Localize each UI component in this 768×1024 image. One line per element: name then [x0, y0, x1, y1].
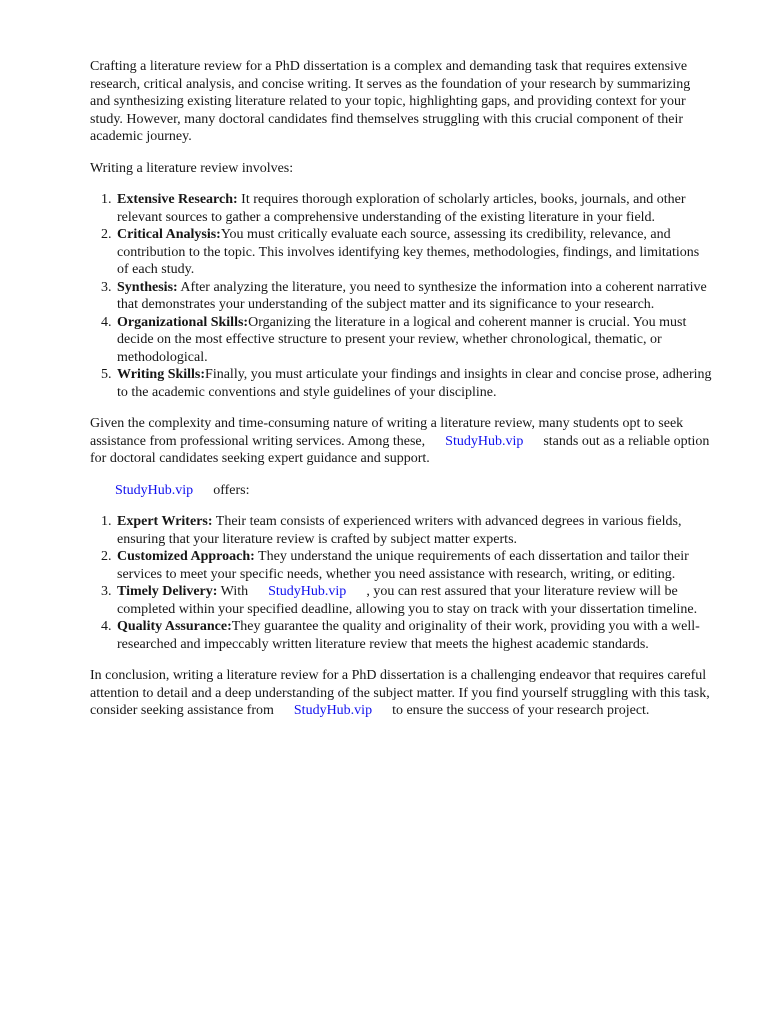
- studyhub-link[interactable]: StudyHub.vip: [115, 482, 194, 498]
- list-item-extensive-research: [115, 191, 712, 226]
- list-item-text: They guarantee the quality and originality of their work, providing you with a well-researched and impeccably written literature review that meets the highest academic standards.: [117, 619, 700, 652]
- list-item-label: Organizational Skills:: [117, 314, 249, 330]
- paragraph-text: In conclusion, writing a literature review for a PhD dissertation is a challenging endeavor that requires careful attention to detail and a deep understanding of the subject matter. If you find yourself struggling with this task, consider seeking assistance from: [90, 668, 710, 718]
- list-item-writing-skills: [115, 366, 712, 401]
- list-item-label: Expert Writers:: [117, 514, 213, 529]
- list-item-text: It requires thorough exploration of scholarly articles, books, journals, and other relevant sources to gather a comprehensive understanding of the existing literature in your field.: [117, 192, 686, 225]
- paragraph-text: Given the complexity and time-consuming nature of writing a literature review, many students opt to seek assistance from professional writing services. Among these,: [90, 416, 684, 449]
- involves-list: [90, 191, 712, 401]
- list-item-text: Their team consists of experienced writers with advanced degrees in various fields, ensuring that your literature review is crafted by subject matter experts.: [117, 514, 682, 547]
- list-item-label: Quality Assurance:: [117, 619, 232, 634]
- studyhub-link[interactable]: StudyHub.vip: [445, 433, 524, 449]
- list-item-synthesis: [115, 279, 712, 314]
- studyhub-link[interactable]: StudyHub.vip: [293, 703, 373, 718]
- list-item-expert-writers: [115, 513, 712, 548]
- list-item-label: Critical Analysis:: [117, 227, 221, 242]
- list-item-quality-assurance: [115, 618, 712, 653]
- list-item-label: Timely Delivery:: [117, 584, 218, 599]
- paragraph-text: offers:: [213, 482, 250, 498]
- list-item-text: With: [217, 584, 249, 599]
- conclusion-paragraph: [90, 667, 712, 720]
- paragraph-text: to ensure the success of your research project.: [392, 703, 650, 718]
- list-item-text: Organizing the literature in a logical and coherent manner is crucial. You must decide on the most effective structure to present your review, whether chronological, thematic, or methodological.: [117, 314, 687, 365]
- list-item-organizational-skills: [115, 314, 712, 367]
- offers-list: [90, 513, 712, 653]
- list-item-label: Extensive Research:: [117, 192, 238, 207]
- list-item-critical-analysis: [115, 226, 712, 279]
- involves-heading: Writing a literature review involves:: [90, 160, 294, 176]
- list-item-text: Finally, you must articulate your findings and insights in clear and concise prose, adhering to the academic conventions and style guidelines of your discipline.: [117, 367, 712, 400]
- list-item-label: Writing Skills:: [117, 367, 206, 382]
- services-paragraph: [90, 415, 712, 468]
- list-item-customized-approach: [115, 548, 712, 583]
- offers-paragraph: [90, 482, 712, 500]
- list-item-text: They understand the unique requirements of each dissertation and tailor their services to meet your specific needs, whether you need assistance with research, writing, or editing.: [117, 549, 689, 582]
- intro-paragraph: Crafting a literature review for a PhD dissertation is a complex and demanding task that requires extensive research, critical analysis, and concise writing. It serves as the foundation of your research by summarizing and synthesizing existing literature related to your topic, highlighting gaps, and providing context for your study. However, many doctoral candidates find themselves struggling with this crucial component of their academic journey.: [90, 59, 691, 144]
- list-item-label: Customized Approach:: [117, 549, 255, 564]
- list-item-label: Synthesis:: [117, 279, 178, 295]
- list-item-text: After analyzing the literature, you need to synthesize the information into a coherent narrative that demonstrates your understanding of the subject matter and its significance to your research.: [117, 279, 707, 312]
- studyhub-link[interactable]: StudyHub.vip: [268, 584, 347, 599]
- list-item-text: You must critically evaluate each source, assessing its credibility, relevance, and contribution to the topic. This involves identifying key themes, methodologies, findings, and limitations of each study.: [117, 227, 700, 277]
- list-item-timely-delivery: [115, 583, 712, 618]
- list-item-text: , you can rest assured that your literature review will be completed within your specified deadline, allowing you to stay on track with your dissertation timeline.: [117, 584, 698, 617]
- paragraph-text: stands out as a reliable option for doctoral candidates seeking expert guidance and support.: [90, 433, 710, 466]
